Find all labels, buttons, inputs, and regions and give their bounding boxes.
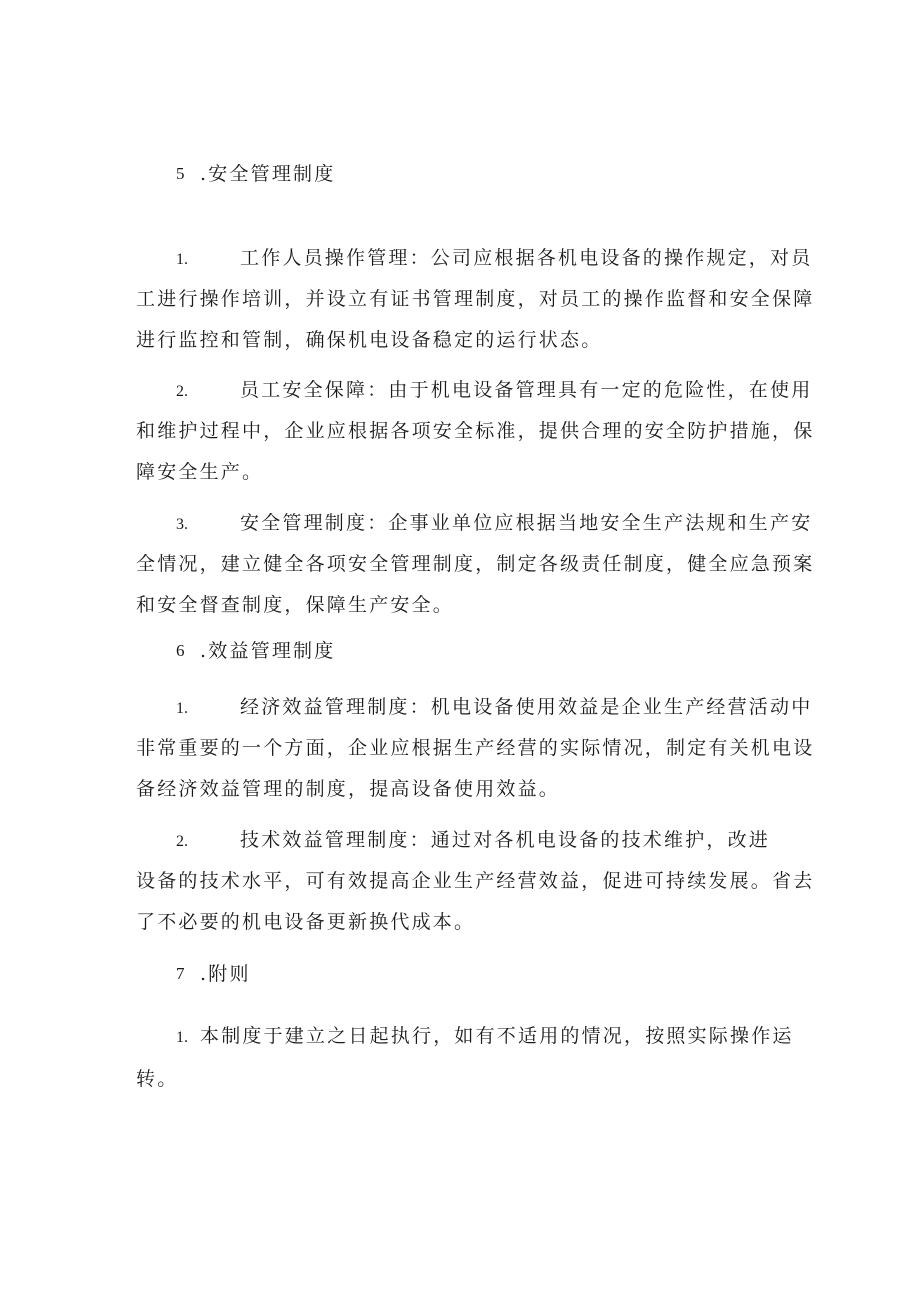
paragraph-line: 安全管理制度：企事业单位应根据当地安全生产法规和生产安: [240, 512, 813, 534]
paragraph-line: 非常重要的一个方面，企业应根据生产经营的实际情况，制定有关机电设: [136, 737, 815, 759]
paragraph-line: 全情况，建立健全各项安全管理制度，制定各级责任制度，健全应急预案: [136, 553, 815, 575]
item-number: 1.: [176, 1029, 188, 1046]
paragraph-line: 经济效益管理制度：机电设备使用效益是企业生产经营活动中: [240, 696, 813, 718]
paragraph-line: 和安全督查制度，保障生产安全。: [136, 594, 455, 616]
item-number: 2.: [176, 383, 188, 400]
paragraph-line: 设备的技术水平，可有效提高企业生产经营效益，促进可持续发展。省去: [136, 870, 815, 892]
item-number: 1.: [176, 251, 188, 268]
paragraph-line: 技术效益管理制度：通过对各机电设备的技术维护，改进: [240, 829, 771, 851]
section-title: .效益管理制度: [200, 640, 336, 662]
section-number: 6: [176, 641, 185, 660]
paragraph-line: 工进行操作培训，并设立有证书管理制度，对员工的操作监督和安全保障: [136, 288, 815, 310]
paragraph-line: 员工安全保障：由于机电设备管理具有一定的危险性，在使用: [240, 379, 813, 401]
item-number: 2.: [176, 833, 188, 850]
paragraph-line: 障安全生产。: [136, 461, 264, 483]
paragraph-line: 了不必要的机电设备更新换代成本。: [136, 911, 476, 933]
item-number: 3.: [176, 516, 188, 533]
paragraph-line: 转。: [136, 1068, 179, 1090]
paragraph-line: 和维护过程中，企业应根据各项安全标准，提供合理的安全防护措施，保: [136, 420, 815, 442]
section-number: 7: [176, 964, 185, 983]
paragraph-line: 本制度于建立之日起执行，如有不适用的情况，按照实际操作运: [200, 1025, 794, 1047]
item-number: 1.: [176, 700, 188, 717]
paragraph-line: 进行监控和管制，确保机电设备稳定的运行状态。: [136, 329, 603, 351]
paragraph-line: 工作人员操作管理：公司应根据各机电设备的操作规定，对员: [240, 247, 813, 269]
section-title: .附则: [200, 963, 251, 985]
section-title: .安全管理制度: [200, 163, 336, 185]
section-number: 5: [176, 164, 185, 183]
paragraph-line: 备经济效益管理的制度，提高设备使用效益。: [136, 778, 561, 800]
